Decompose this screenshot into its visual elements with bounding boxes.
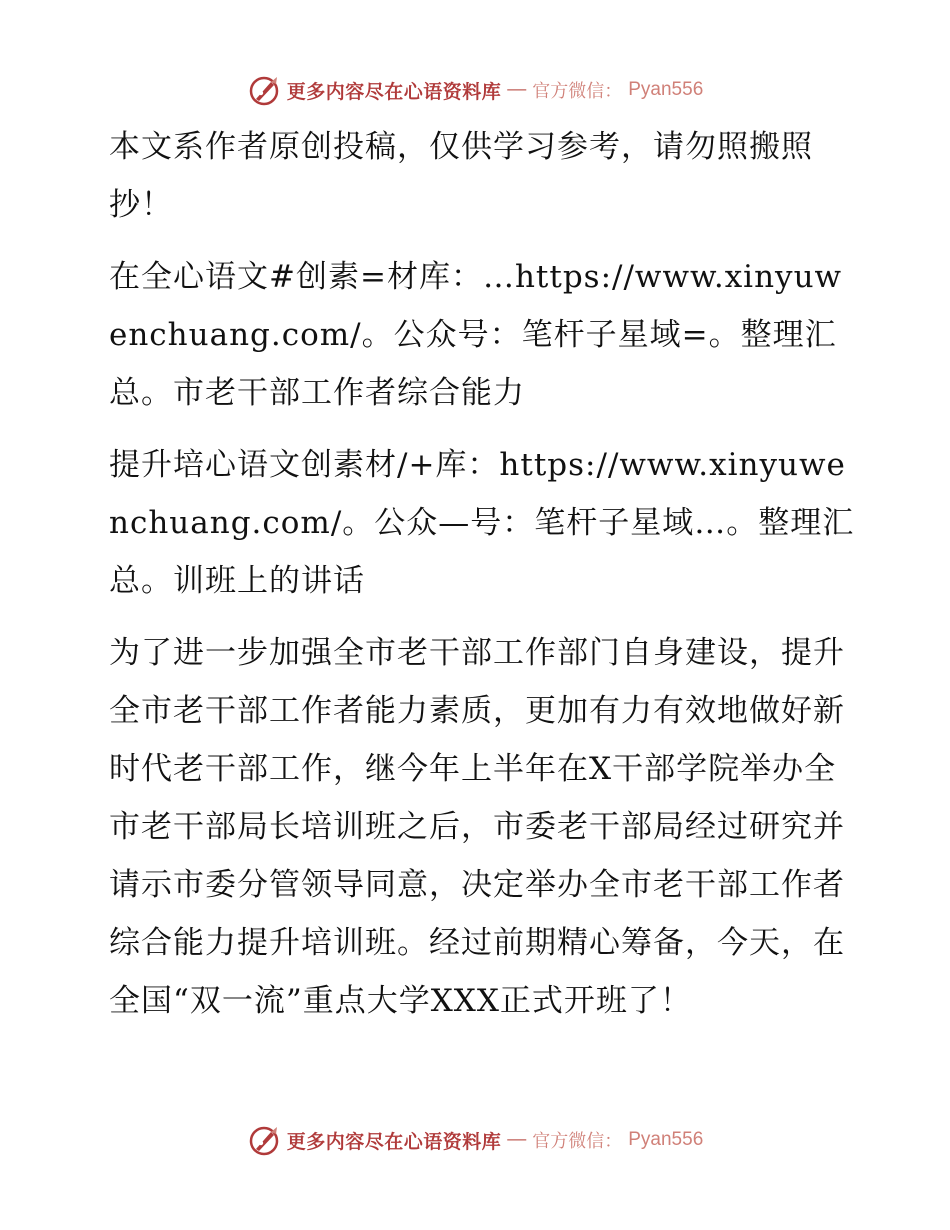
- quill-pen-logo-icon: [247, 1123, 281, 1157]
- paragraph-body-intro: 为了进一步加强全市老干部工作部门自身建设，提升全市老干部工作者能力素质，更加有力有效地做好新时代老干部工作，继今年上半年在X干部学院举办全市老干部局长培训班之后，市委老干部局经过研究并请示市委分管领导同意，决定举办全市老干部工作者综合能力提升培训班。经过前期精心筹备，今天，在全国“双一流”重点大学XXX正式开班了！: [109, 635, 845, 1019]
- paragraph-title-part-1: 在全心语文#创素=材库：…https://www.xinyuwenchuang.com/。公众号：笔杆子星域=。整理汇总。市老干部工作者综合能力: [109, 259, 843, 411]
- footer-banner[interactable]: [247, 1123, 704, 1157]
- quill-pen-logo-icon: [247, 73, 281, 107]
- footer-official-label: 官方微信：: [532, 1131, 623, 1152]
- document-body: [97, 118, 857, 1030]
- page-footer: [0, 1118, 950, 1162]
- footer-separator: —: [507, 1129, 527, 1150]
- header-official-label: 官方微信：: [532, 81, 623, 102]
- paragraph-copyright-notice: 本文系作者原创投稿，仅供学习参考，请勿照搬照抄！: [109, 129, 813, 223]
- header-banner[interactable]: [247, 73, 704, 107]
- footer-wechat-id: Pyan556: [628, 1129, 704, 1150]
- footer-brand-text: 更多内容尽在心语资料库: [286, 1130, 502, 1153]
- header-separator: —: [507, 79, 527, 100]
- page-header: [0, 68, 950, 112]
- header-brand-text: 更多内容尽在心语资料库: [286, 80, 502, 103]
- header-wechat-id: Pyan556: [628, 79, 704, 100]
- paragraph-title-part-2: 提升培心语文创素材/+库：https://www.xinyuwenchuang.com/。公众—号：笔杆子星域…。整理汇总。训班上的讲话: [109, 447, 855, 599]
